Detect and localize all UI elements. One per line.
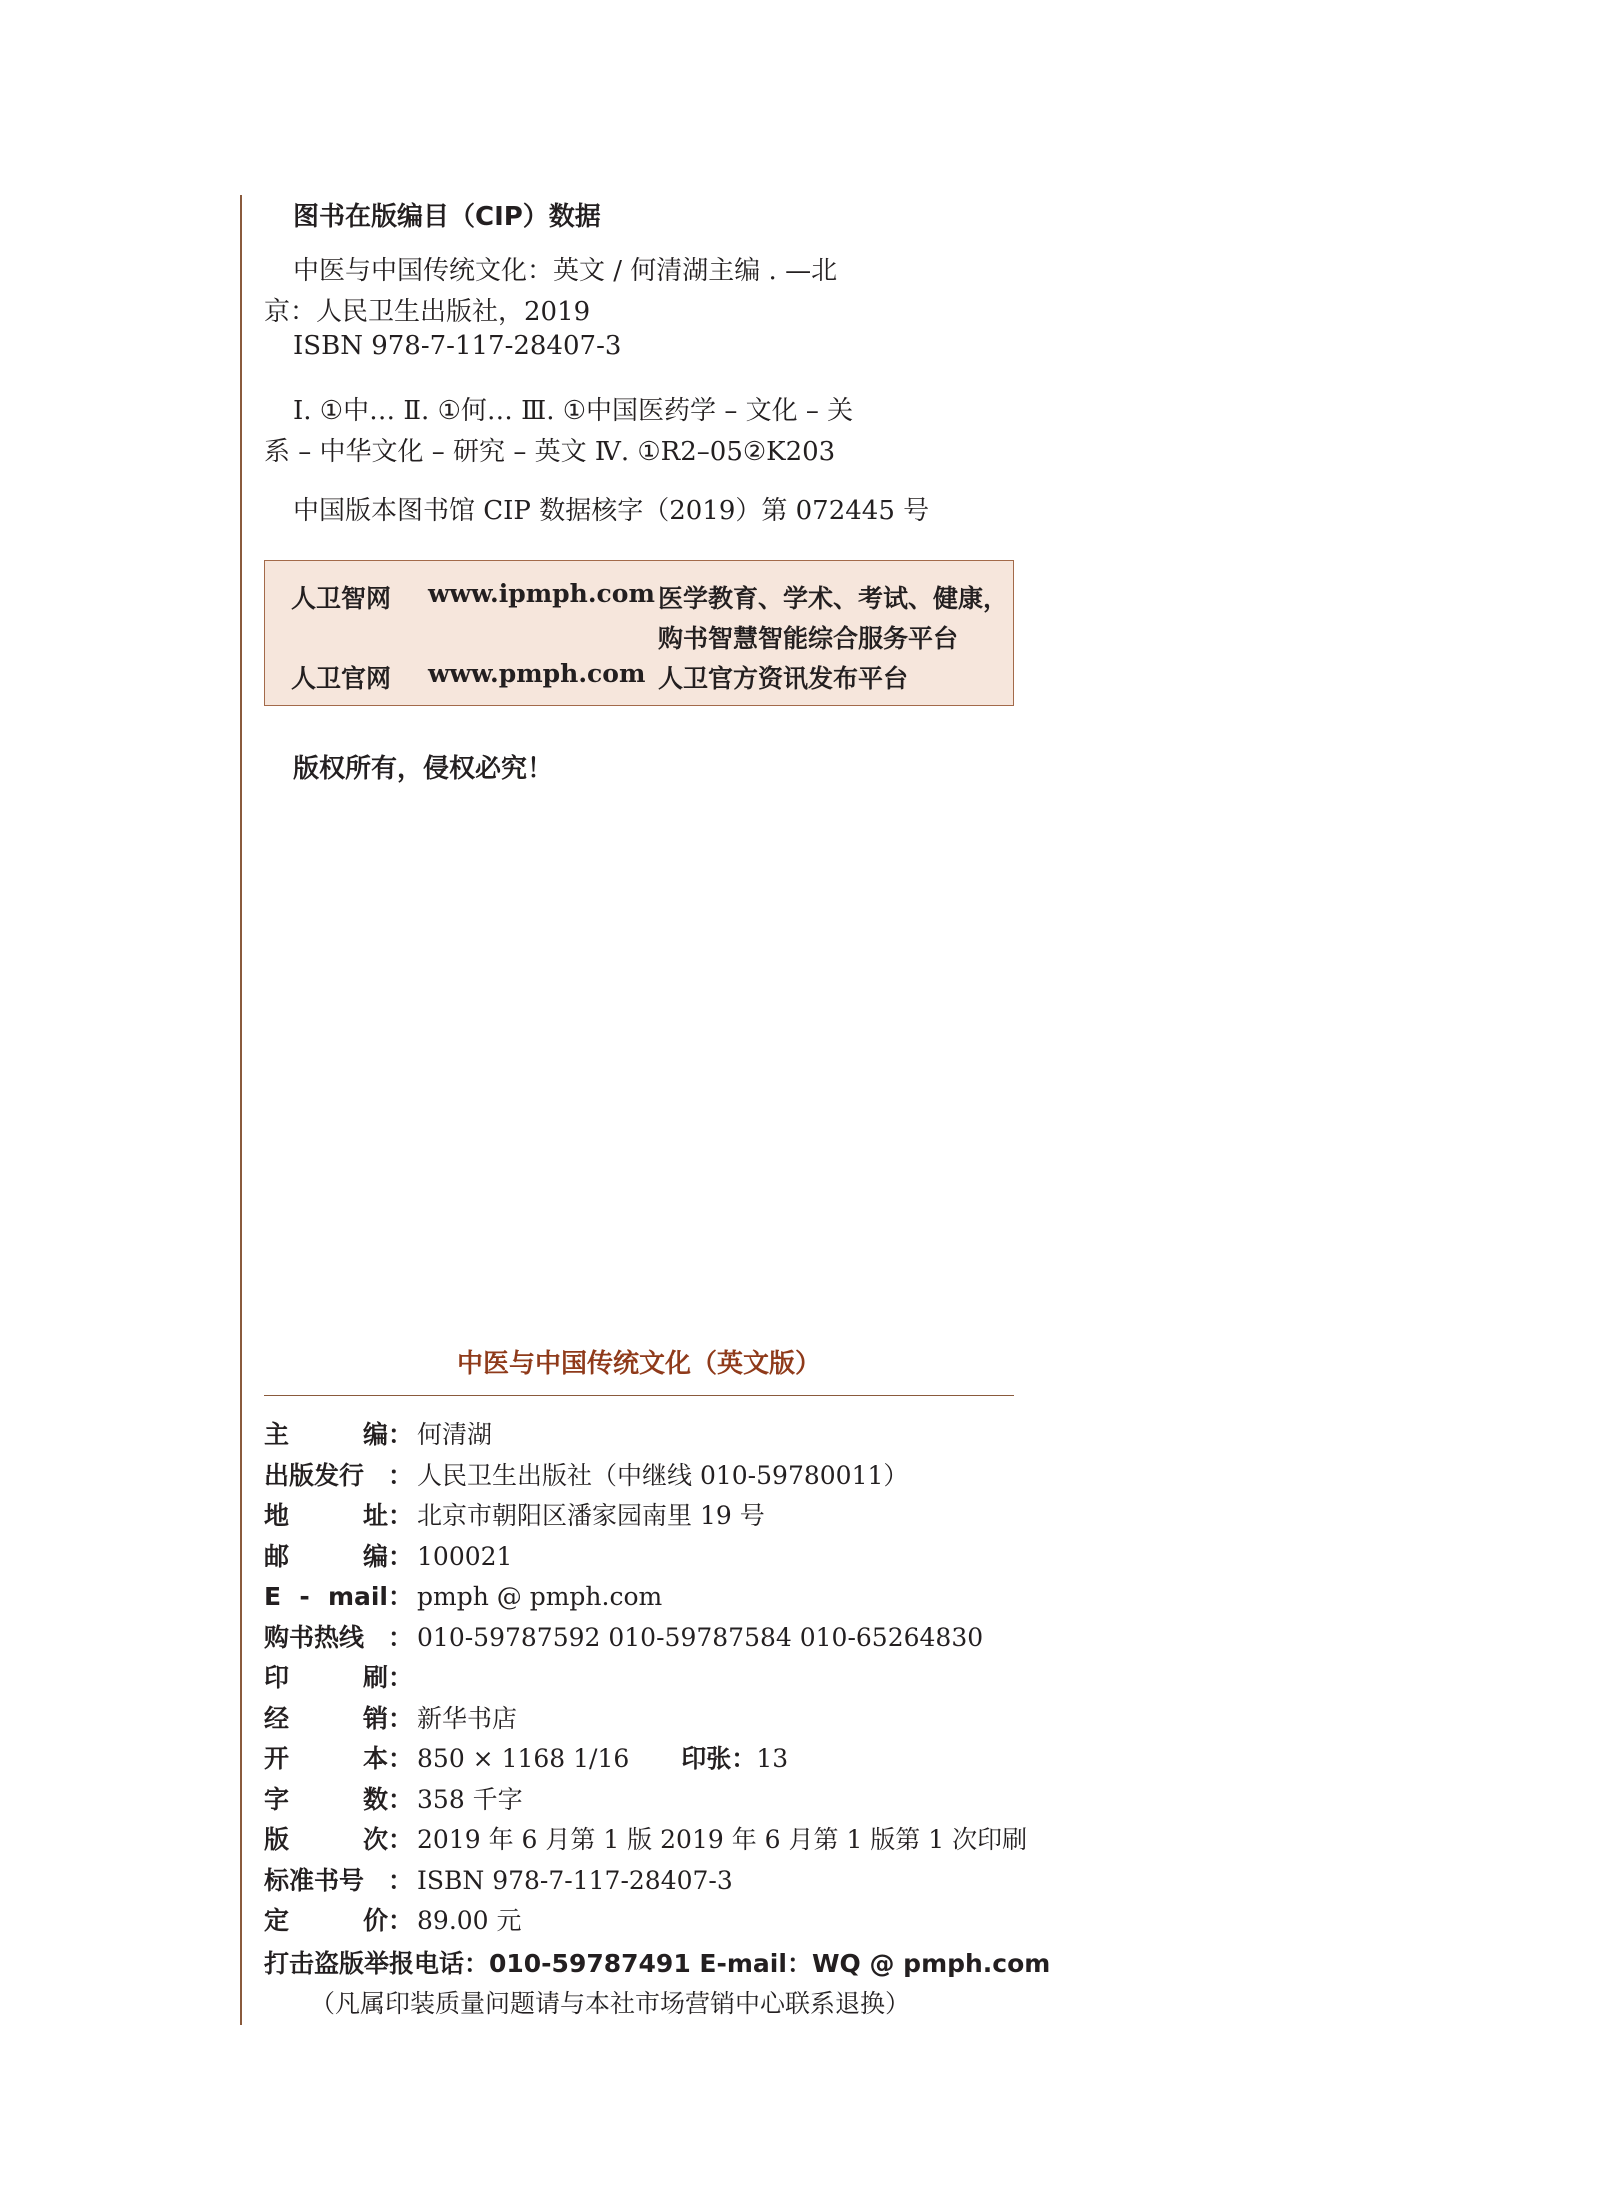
website-box	[264, 560, 1014, 706]
detail-row: 主 编 ： 何清湖	[264, 1415, 492, 1455]
detail-row: 定 价 ： 89.00 元	[264, 1901, 522, 1941]
detail-row: 开 本 ： 850 × 1168 1/16 印张： 13	[264, 1739, 788, 1779]
site1-name: 人卫智网	[291, 584, 392, 613]
cip-title: 图书在版编目（CIP）数据	[293, 202, 601, 232]
detail-label: 定 价	[264, 1906, 388, 1935]
detail-label: 经 销	[264, 1704, 388, 1733]
detail-row: E - mail ： pmph @ pmph.com	[264, 1582, 663, 1611]
detail-label: 开 本	[264, 1744, 388, 1773]
title-divider	[264, 1395, 1014, 1396]
detail-row: 字 数 ： 358 千字	[264, 1780, 523, 1820]
detail-row: 标准书号 ： ISBN 978-7-117-28407-3	[264, 1861, 733, 1901]
detail-value: 89.00 元	[417, 1906, 522, 1935]
detail-label: 版 次	[264, 1825, 388, 1854]
site1-url[interactable]: www.ipmph.com	[428, 579, 655, 608]
detail-label: 字 数	[264, 1785, 388, 1814]
detail-value: pmph @ pmph.com	[417, 1582, 663, 1611]
detail-label: E - mail	[264, 1582, 388, 1611]
detail-value: 358 千字	[417, 1785, 523, 1814]
detail-label: 地 址	[264, 1501, 388, 1530]
detail-label: 印 刷	[264, 1663, 388, 1692]
detail-row: 出版发行 ： 人民卫生出版社（中继线 010-59780011）	[264, 1456, 908, 1496]
detail-label: 主 编	[264, 1420, 388, 1449]
detail-label: 标准书号	[264, 1866, 365, 1895]
margin-rule	[240, 195, 242, 2025]
detail-value: 新华书店	[417, 1704, 518, 1733]
detail-label: 邮 编	[264, 1542, 388, 1571]
detail-label: 出版发行	[264, 1461, 365, 1490]
site2-url[interactable]: www.pmph.com	[428, 659, 646, 688]
detail-label: 购书热线	[264, 1623, 365, 1652]
detail-value: 2019 年 6 月第 1 版 2019 年 6 月第 1 版第 1 次印刷	[417, 1825, 1028, 1854]
site1-desc-line1: 医学教育、学术、考试、健康，	[658, 584, 1009, 613]
quality-notice: （凡属印装质量问题请与本社市场营销中心联系退换）	[310, 1989, 911, 2018]
detail-value: 何清湖	[417, 1420, 493, 1449]
sheets-value: 13	[756, 1744, 789, 1773]
site1-desc-line2: 购书智慧智能综合服务平台	[658, 624, 959, 653]
detail-row: 经 销 ： 新华书店	[264, 1699, 517, 1739]
cip-class-line1: Ⅰ. ①中… Ⅱ. ①何… Ⅲ. ①中国医药学 – 文化 – 关	[293, 396, 854, 426]
sheets-label: 印张：	[681, 1744, 757, 1773]
detail-value: 北京市朝阳区潘家园南里 19 号	[417, 1501, 765, 1530]
cip-line1: 中医与中国传统文化：英文 / 何清湖主编 . —北	[293, 256, 838, 286]
detail-value: 人民卫生出版社（中继线 010-59780011）	[417, 1461, 909, 1490]
cip-line2: 京：人民卫生出版社，2019	[264, 297, 591, 327]
book-title: 中医与中国传统文化（英文版）	[456, 1349, 821, 1379]
site2-desc: 人卫官方资讯发布平台	[658, 664, 909, 693]
cip-verify: 中国版本图书馆 CIP 数据核字（2019）第 072445 号	[293, 496, 930, 526]
cip-class-line2: 系 – 中华文化 – 研究 – 英文 Ⅳ. ①R2–05②K203	[264, 437, 836, 467]
detail-row: 版 次 ： 2019 年 6 月第 1 版 2019 年 6 月第 1 版第 1 次印刷	[264, 1820, 1027, 1860]
detail-row: 地 址 ： 北京市朝阳区潘家园南里 19 号	[264, 1496, 765, 1536]
cip-isbn: ISBN 978-7-117-28407-3	[293, 331, 622, 361]
site2-name: 人卫官网	[291, 664, 392, 693]
detail-row: 印 刷 ：	[264, 1658, 417, 1698]
detail-value: 100021	[417, 1542, 513, 1571]
detail-value: 850 × 1168 1/16	[417, 1744, 630, 1773]
detail-row: 购书热线 ： 010-59787592 010-59787584 010-65264830	[264, 1618, 983, 1658]
copyright-notice: 版权所有，侵权必究！	[293, 754, 554, 784]
piracy-report: 打击盗版举报电话：010-59787491 E-mail：WQ @ pmph.com	[264, 1949, 1051, 1978]
detail-value: 010-59787592 010-59787584 010-65264830	[417, 1623, 984, 1652]
detail-row: 邮 编 ： 100021	[264, 1537, 512, 1577]
detail-value: ISBN 978-7-117-28407-3	[417, 1866, 733, 1895]
